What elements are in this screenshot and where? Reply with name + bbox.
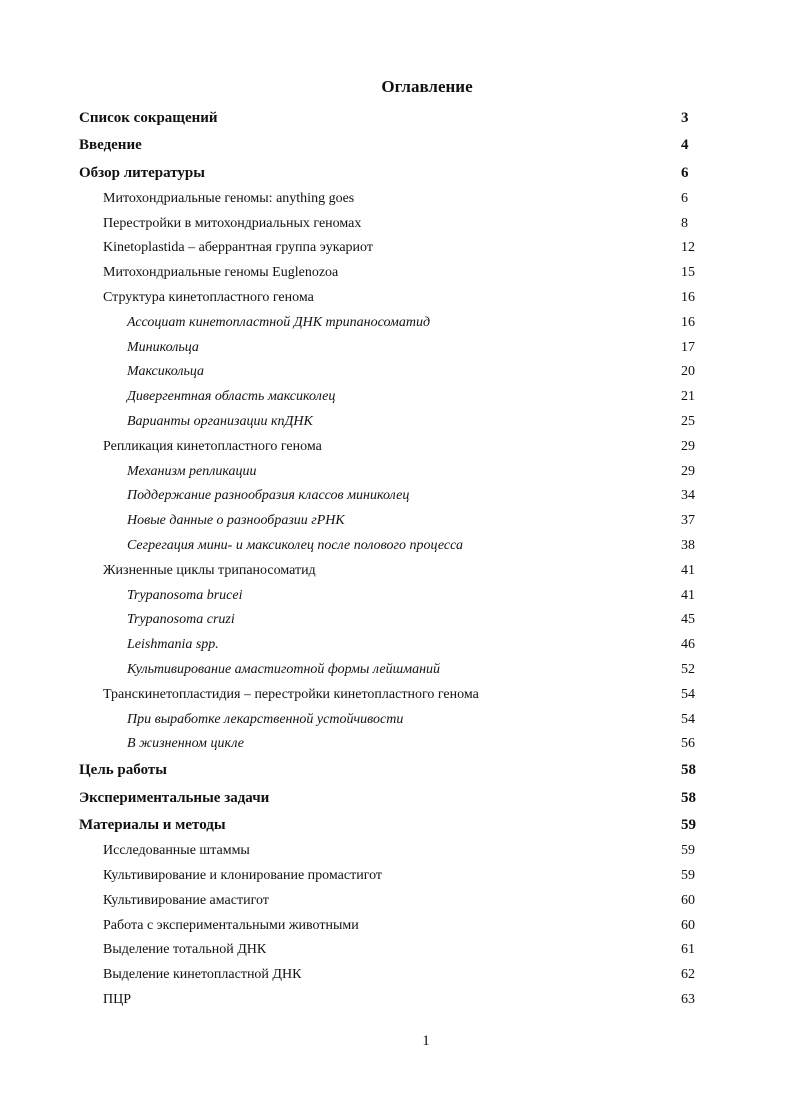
- toc-entry-page: 25: [681, 414, 695, 430]
- toc-entry-label: Leishmania spp.: [127, 637, 219, 653]
- toc-entry-label: Исследованные штаммы: [103, 843, 250, 859]
- toc-entry-page: 45: [681, 612, 695, 628]
- toc-entry-page: 29: [681, 438, 695, 454]
- toc-entry-label: Работа с экспериментальными животными: [103, 917, 359, 933]
- toc-entry: [0, 839, 796, 864]
- toc-entry: [0, 889, 796, 914]
- toc-entry: [0, 963, 796, 988]
- toc-entry-label: Митохондриальные геномы: anything goes: [103, 190, 355, 206]
- toc-entry-page: 4: [681, 137, 689, 154]
- toc-entry: [0, 608, 796, 633]
- toc-entry-page: 6: [681, 164, 689, 181]
- toc-entry: [0, 484, 796, 509]
- toc-entry-label: Ассоциат кинетопластной ДНК трипаносоматид: [127, 314, 431, 330]
- toc-entry-label: Trypanosoma brucei: [127, 587, 243, 603]
- toc-entry-label: Экспериментальные задачи: [79, 789, 270, 806]
- toc-entry-label: Поддержание разнообразия классов миниколец: [127, 488, 410, 504]
- toc-entry: [0, 633, 796, 658]
- toc-entry-page: 56: [681, 736, 695, 752]
- toc-entry: [0, 105, 796, 132]
- toc-entry-label: Варианты организации кпДНК: [127, 414, 313, 430]
- toc-entry-page: 62: [681, 967, 695, 983]
- toc-entry-page: 34: [681, 488, 695, 504]
- toc-entry-page: 29: [681, 463, 695, 479]
- toc-entry-label: Список сокращений: [79, 110, 218, 126]
- toc-entry-label: Дивергентная область максиколец: [127, 389, 336, 405]
- toc-entry-label: Культивирование амастигот: [103, 892, 269, 908]
- toc-entry-label: Механизм репликации: [127, 463, 257, 479]
- toc-entry-page: 41: [681, 587, 695, 603]
- toc-entry: [0, 914, 796, 939]
- toc-entry: [0, 132, 796, 159]
- toc-entry: [0, 757, 796, 784]
- toc-entry-page: 52: [681, 662, 695, 678]
- toc-entry: [0, 435, 796, 460]
- toc-entry: [0, 336, 796, 361]
- toc-entry-label: Новые данные о разнообразии гРНК: [127, 513, 345, 529]
- toc-entry: [0, 509, 796, 534]
- toc-entry: [0, 160, 796, 187]
- toc-entry: [0, 658, 796, 683]
- toc-entry-page: 37: [681, 513, 695, 529]
- toc-entry: [0, 261, 796, 286]
- toc-entry-label: Жизненные циклы трипаносоматид: [103, 562, 316, 578]
- toc-entry-label: Материалы и методы: [79, 816, 226, 833]
- toc-entry-label: Цель работы: [79, 762, 167, 779]
- toc-entry-page: 16: [681, 314, 695, 330]
- toc-entry: [0, 187, 796, 212]
- toc-entry-label: Перестройки в митохондриальных геномах: [103, 215, 362, 231]
- toc-entry-page: 54: [681, 686, 695, 702]
- toc-entry: [0, 938, 796, 963]
- toc-entry-label: Введение: [79, 137, 142, 154]
- toc-entry-page: 8: [681, 215, 688, 231]
- toc-entry-label: Выделение кинетопластной ДНК: [103, 967, 302, 983]
- toc-entry-page: 54: [681, 711, 695, 727]
- toc-entry: [0, 236, 796, 261]
- toc-entry-label: При выработке лекарственной устойчивости: [127, 711, 404, 727]
- toc-entry-label: Миникольца: [127, 339, 199, 355]
- toc-entry-label: Trypanosoma cruzi: [127, 612, 235, 628]
- toc-entry-page: 59: [681, 867, 695, 883]
- toc-entry-page: 63: [681, 991, 695, 1007]
- toc-entry: [0, 534, 796, 559]
- toc-entry-label: Культивирование и клонирование промастигот: [103, 867, 383, 883]
- toc-entry: [0, 812, 796, 839]
- toc-entry: [0, 410, 796, 435]
- toc-entry: [0, 732, 796, 757]
- toc-entry-page: 21: [681, 389, 695, 405]
- toc-entry: [0, 559, 796, 584]
- toc-entry-label: ПЦР: [103, 991, 132, 1007]
- toc-entry-label: В жизненном цикле: [127, 736, 244, 752]
- toc-entry-label: Культивирование амастиготной формы лейшманий: [127, 662, 441, 678]
- toc-entry: [0, 785, 796, 812]
- toc-entry-label: Обзор литературы: [79, 164, 205, 181]
- toc-entry: [0, 212, 796, 237]
- toc-entry: [0, 360, 796, 385]
- toc-title: Оглавление: [381, 77, 473, 96]
- toc-entry-page: 17: [681, 339, 695, 355]
- toc-entry: [0, 385, 796, 410]
- toc-entry: [0, 286, 796, 311]
- toc-entry: [0, 683, 796, 708]
- toc-entry-page: 38: [681, 538, 695, 554]
- toc-entry-page: 3: [681, 110, 689, 126]
- toc-entry-label: Структура кинетопластного генома: [103, 290, 314, 306]
- toc-entry-page: 16: [681, 290, 695, 306]
- toc-entry-page: 46: [681, 637, 695, 653]
- toc-entry: [0, 584, 796, 609]
- toc-entry-page: 6: [681, 190, 688, 206]
- toc-entry-page: 12: [681, 240, 695, 256]
- table-of-contents: [0, 105, 796, 1013]
- toc-entry: [0, 864, 796, 889]
- toc-entry-page: 61: [681, 942, 695, 958]
- toc-entry-label: Kinetoplastida – аберрантная группа эукариот: [103, 240, 373, 256]
- toc-entry: [0, 708, 796, 733]
- toc-entry: [0, 311, 796, 336]
- page-number: 1: [422, 1033, 430, 1049]
- toc-entry-label: Максикольца: [127, 364, 205, 380]
- toc-entry-page: 59: [681, 843, 695, 859]
- toc-entry-label: Сегрегация мини- и максиколец после полового процесса: [127, 538, 463, 554]
- toc-entry-page: 59: [681, 816, 696, 833]
- toc-entry: [0, 988, 796, 1013]
- toc-entry-label: Митохондриальные геномы Euglenozoa: [103, 265, 339, 281]
- toc-entry-label: Транскинетопластидия – перестройки кинетопластного генома: [103, 686, 479, 702]
- toc-entry-page: 60: [681, 917, 695, 933]
- toc-entry-page: 41: [681, 562, 695, 578]
- toc-entry-label: Выделение тотальной ДНК: [103, 942, 267, 958]
- toc-entry-page: 58: [681, 762, 696, 779]
- toc-entry-page: 20: [681, 364, 695, 380]
- toc-entry-page: 58: [681, 789, 696, 806]
- toc-entry-page: 15: [681, 265, 695, 281]
- toc-entry: [0, 460, 796, 485]
- toc-entry-page: 60: [681, 892, 695, 908]
- toc-entry-label: Репликация кинетопластного генома: [103, 438, 322, 454]
